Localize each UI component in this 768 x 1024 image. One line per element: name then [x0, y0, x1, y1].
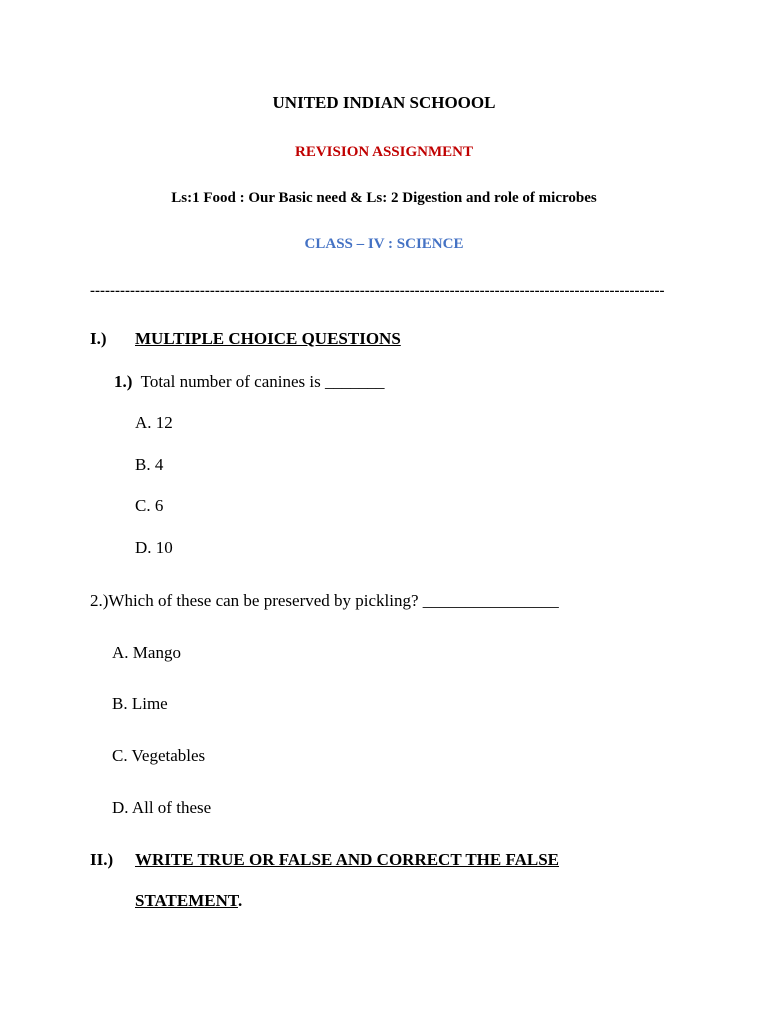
section-2-title-line1: WRITE TRUE OR FALSE AND CORRECT THE FALSE	[135, 850, 559, 869]
q1-option-a: A. 12	[135, 413, 173, 432]
question-1-text: Total number of canines is _______	[140, 372, 385, 391]
divider-line: -------------------------------------------------------------------------------------------------------------------	[90, 283, 665, 299]
school-name: UNITED INDIAN SCHOOOL	[272, 93, 496, 112]
question-1-number: 1.)	[114, 372, 133, 391]
q2-option-a: A. Mango	[112, 643, 181, 662]
q2-option-d: D. All of these	[112, 798, 212, 817]
q1-option-b: B. 4	[135, 455, 164, 474]
section-1-number: I.)	[90, 329, 107, 348]
lessons-subtitle: Ls:1 Food : Our Basic need & Ls: 2 Digestion and role of microbes	[171, 190, 597, 206]
q2-option-c: C. Vegetables	[112, 746, 206, 765]
assignment-title: REVISION ASSIGNMENT	[295, 144, 473, 160]
q2-option-b: B. Lime	[112, 694, 168, 713]
section-2-number: II.)	[90, 850, 114, 869]
q1-option-d: D. 10	[135, 538, 173, 557]
section-2-title-word: STATEMENT	[135, 891, 238, 910]
section-1-title: MULTIPLE CHOICE QUESTIONS	[135, 329, 401, 348]
question-1	[114, 372, 384, 392]
section-2-title-line2	[135, 891, 242, 911]
class-subject: CLASS – IV : SCIENCE	[304, 236, 464, 252]
section-2-title-period: .	[237, 891, 243, 910]
question-2: 2.)Which of these can be preserved by pickling? ________________	[90, 591, 559, 610]
q1-option-c: C. 6	[135, 496, 164, 515]
